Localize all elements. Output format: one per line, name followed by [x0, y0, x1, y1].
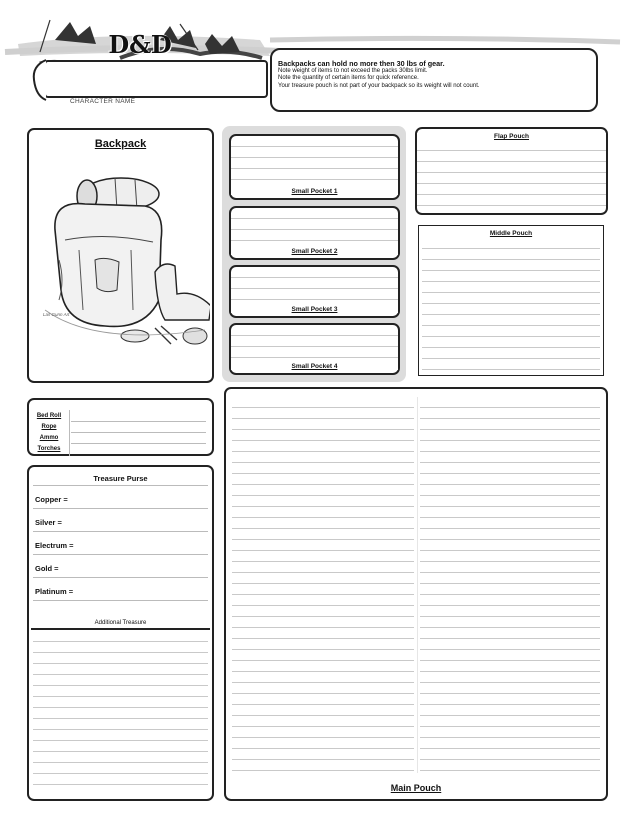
- artist-signature: Las Gunn Art: [43, 312, 70, 317]
- backpack-title: Backpack: [94, 138, 147, 150]
- small-pocket-2[interactable]: [229, 206, 400, 260]
- additional-treasure-label: Additional Treasure: [94, 620, 147, 626]
- treasure-title: Treasure Purse: [93, 474, 148, 483]
- notes-line-2: Note weight of items to not exceed the packs 30lbs limit.: [278, 67, 428, 74]
- coin-gold: Gold =: [35, 564, 59, 573]
- coin-platinum-line[interactable]: [33, 600, 208, 601]
- flap-pouch-title: Flap Pouch: [417, 133, 606, 140]
- notes-line-4: Your treasure pouch is not part of your backpack so its weight will not count.: [278, 82, 480, 89]
- coin-copper: Copper =: [35, 495, 68, 504]
- small-pocket-3-label: Small Pocket 3: [231, 306, 398, 313]
- main-pouch-panel[interactable]: [224, 387, 608, 801]
- supply-rope-line[interactable]: [71, 432, 206, 433]
- main-pouch-title: Main Pouch: [390, 783, 442, 793]
- notes-box: [270, 48, 598, 112]
- small-pocket-3[interactable]: [229, 265, 400, 318]
- character-name-label: CHARACTER NAME: [70, 98, 136, 105]
- notes-line-3: Note the quantity of certain items for quick reference.: [278, 75, 419, 82]
- small-pocket-4[interactable]: [229, 323, 400, 375]
- supply-bed-roll-line[interactable]: [71, 421, 206, 422]
- additional-treasure-lines[interactable]: [33, 631, 208, 795]
- middle-pouch-panel[interactable]: [418, 225, 604, 376]
- supply-rope: Rope: [41, 424, 57, 430]
- treasure-panel: [27, 465, 214, 801]
- backpack-illustration: [35, 160, 210, 350]
- coin-silver: Silver =: [35, 518, 62, 527]
- character-name-field[interactable]: [44, 60, 268, 98]
- coin-silver-line[interactable]: [33, 531, 208, 532]
- notes-line-1: Backpacks can hold no more then 30 lbs of gear.: [278, 59, 445, 68]
- coin-gold-line[interactable]: [33, 577, 208, 578]
- main-pouch-lines-right: [420, 397, 600, 773]
- supplies-divider: [69, 410, 70, 456]
- coin-copper-line[interactable]: [33, 508, 208, 509]
- dnd-logo: D&D: [108, 30, 172, 59]
- small-pocket-1-label: Small Pocket 1: [231, 188, 398, 195]
- supplies-panel: [27, 398, 214, 456]
- small-pocket-1[interactable]: [229, 134, 400, 200]
- additional-treasure-rule: [31, 628, 210, 630]
- small-pocket-4-label: Small Pocket 4: [231, 363, 398, 370]
- backpack-panel: [27, 128, 214, 383]
- supply-bed-roll: Bed Roll: [36, 413, 62, 419]
- flap-pouch-panel[interactable]: [415, 127, 608, 215]
- main-pouch-lines-left: [232, 397, 414, 773]
- coin-electrum-line[interactable]: [33, 554, 208, 555]
- header: [0, 0, 638, 120]
- scroll-curl-icon: [30, 58, 50, 102]
- main-pouch-divider: [417, 397, 418, 773]
- supply-torches: Torches: [37, 446, 61, 452]
- supply-ammo-line[interactable]: [71, 443, 206, 444]
- middle-pouch-title: Middle Pouch: [489, 230, 533, 237]
- middle-pouch-lines: [422, 238, 600, 372]
- coin-platinum: Platinum =: [35, 587, 74, 596]
- supply-ammo: Ammo: [39, 435, 59, 441]
- coin-electrum: Electrum =: [35, 541, 74, 550]
- small-pocket-2-label: Small Pocket 2: [231, 248, 398, 255]
